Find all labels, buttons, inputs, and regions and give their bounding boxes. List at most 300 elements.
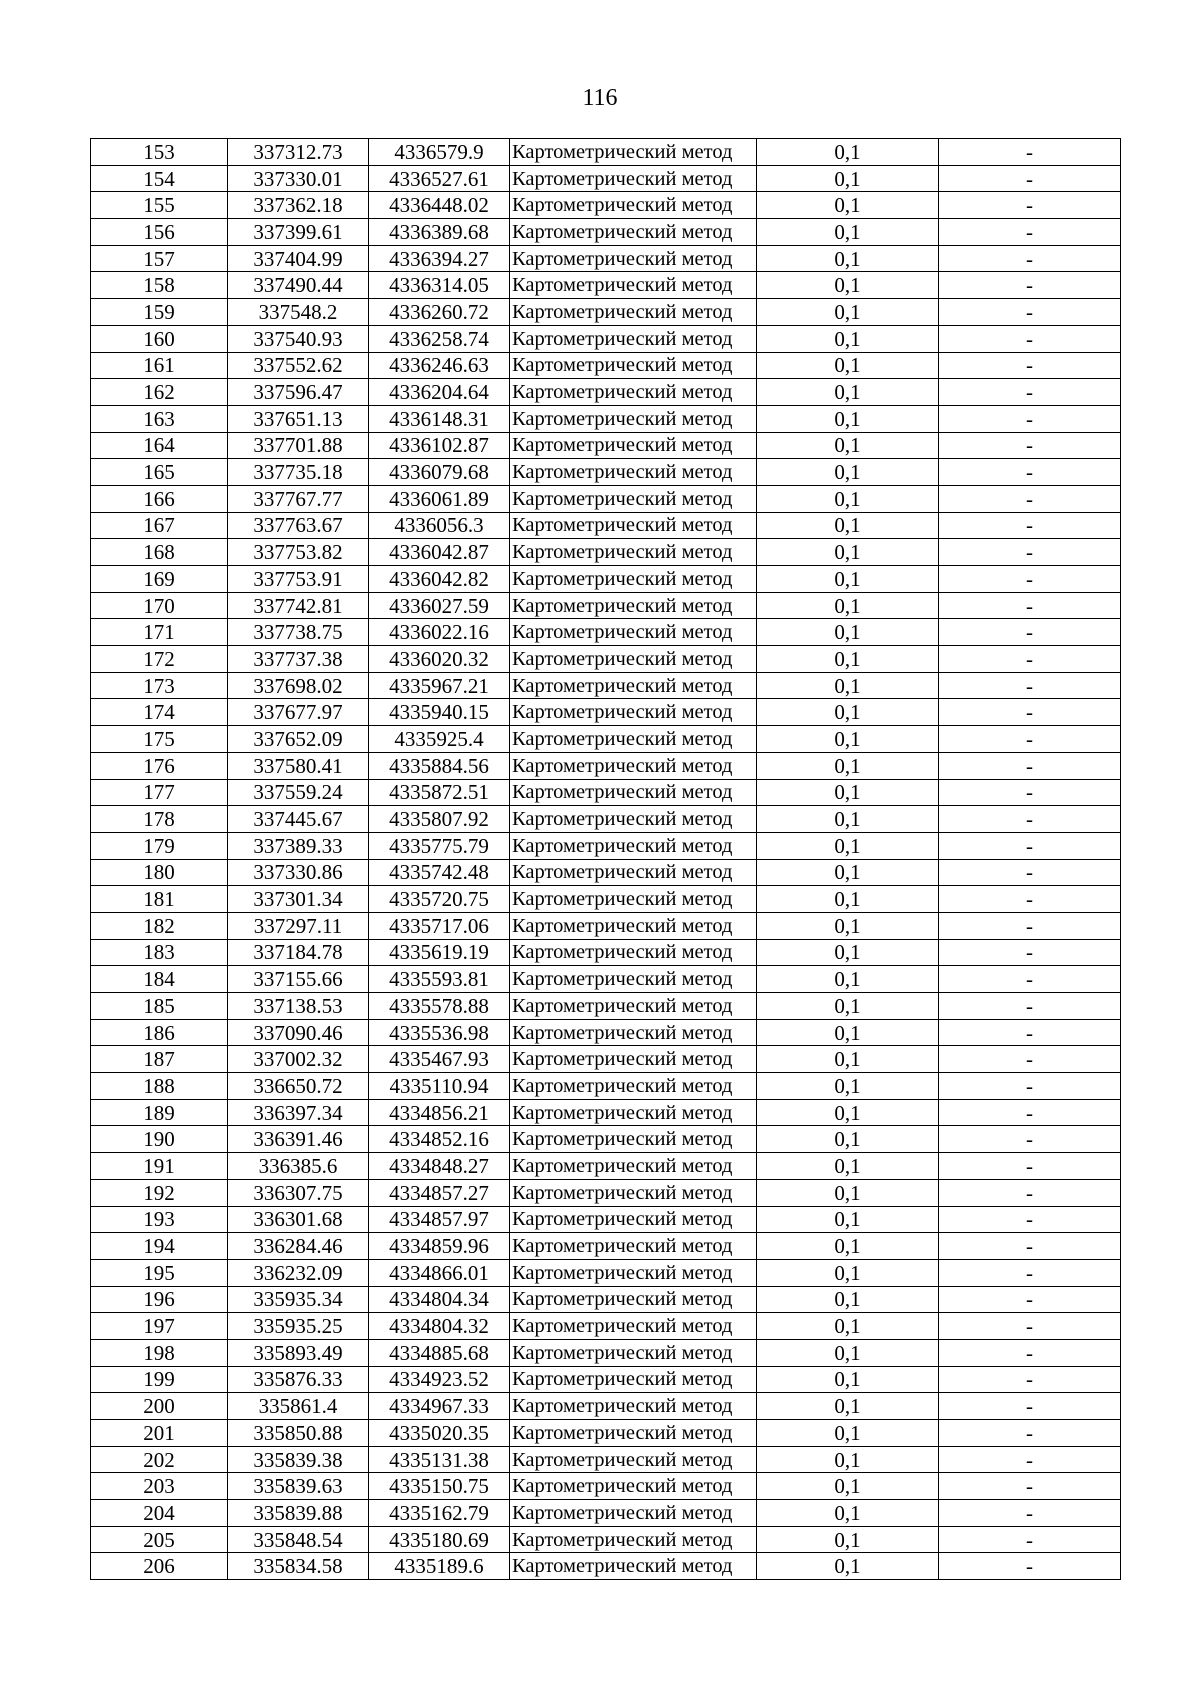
point-number-cell: 187 — [91, 1046, 228, 1073]
y-coordinate-cell: 4336394.27 — [369, 245, 510, 272]
point-number-cell: 196 — [91, 1286, 228, 1313]
accuracy-cell: 0,1 — [757, 192, 939, 219]
y-coordinate-cell: 4336027.59 — [369, 592, 510, 619]
method-cell: Картометрический метод — [510, 379, 757, 406]
method-cell: Картометрический метод — [510, 1500, 757, 1527]
table-row — [91, 379, 1121, 406]
point-number-cell: 195 — [91, 1259, 228, 1286]
x-coordinate-cell: 337301.34 — [228, 886, 369, 913]
method-cell: Картометрический метод — [510, 726, 757, 753]
accuracy-cell: 0,1 — [757, 1553, 939, 1580]
x-coordinate-cell: 337596.47 — [228, 379, 369, 406]
accuracy-cell: 0,1 — [757, 619, 939, 646]
method-cell: Картометрический метод — [510, 192, 757, 219]
accuracy-cell: 0,1 — [757, 539, 939, 566]
method-cell: Картометрический метод — [510, 806, 757, 833]
y-coordinate-cell: 4336079.68 — [369, 459, 510, 486]
method-cell: Картометрический метод — [510, 566, 757, 593]
method-cell: Картометрический метод — [510, 939, 757, 966]
x-coordinate-cell: 337540.93 — [228, 325, 369, 352]
y-coordinate-cell: 4335717.06 — [369, 912, 510, 939]
accuracy-cell: 0,1 — [757, 1313, 939, 1340]
note-cell: - — [939, 379, 1121, 406]
x-coordinate-cell: 336397.34 — [228, 1099, 369, 1126]
accuracy-cell: 0,1 — [757, 1286, 939, 1313]
note-cell: - — [939, 512, 1121, 539]
point-number-cell: 194 — [91, 1233, 228, 1260]
table-row — [91, 1046, 1121, 1073]
x-coordinate-cell: 337735.18 — [228, 459, 369, 486]
method-cell: Картометрический метод — [510, 1339, 757, 1366]
note-cell: - — [939, 405, 1121, 432]
point-number-cell: 190 — [91, 1126, 228, 1153]
y-coordinate-cell: 4335925.4 — [369, 726, 510, 753]
method-cell: Картометрический метод — [510, 779, 757, 806]
x-coordinate-cell: 337753.91 — [228, 566, 369, 593]
note-cell: - — [939, 352, 1121, 379]
accuracy-cell: 0,1 — [757, 1206, 939, 1233]
method-cell: Картометрический метод — [510, 325, 757, 352]
table-row — [91, 539, 1121, 566]
method-cell: Картометрический метод — [510, 832, 757, 859]
point-number-cell: 156 — [91, 219, 228, 246]
note-cell: - — [939, 325, 1121, 352]
point-number-cell: 204 — [91, 1500, 228, 1527]
point-number-cell: 193 — [91, 1206, 228, 1233]
accuracy-cell: 0,1 — [757, 752, 939, 779]
x-coordinate-cell: 337445.67 — [228, 806, 369, 833]
point-number-cell: 180 — [91, 859, 228, 886]
table-row — [91, 1526, 1121, 1553]
table-row — [91, 1339, 1121, 1366]
table-row — [91, 806, 1121, 833]
accuracy-cell: 0,1 — [757, 646, 939, 673]
point-number-cell: 154 — [91, 165, 228, 192]
method-cell: Картометрический метод — [510, 1526, 757, 1553]
note-cell: - — [939, 1126, 1121, 1153]
y-coordinate-cell: 4334859.96 — [369, 1233, 510, 1260]
x-coordinate-cell: 335848.54 — [228, 1526, 369, 1553]
method-cell: Картометрический метод — [510, 539, 757, 566]
point-number-cell: 164 — [91, 432, 228, 459]
point-number-cell: 160 — [91, 325, 228, 352]
table-row — [91, 966, 1121, 993]
y-coordinate-cell: 4336042.82 — [369, 566, 510, 593]
y-coordinate-cell: 4334885.68 — [369, 1339, 510, 1366]
accuracy-cell: 0,1 — [757, 779, 939, 806]
point-number-cell: 162 — [91, 379, 228, 406]
coordinates-table — [90, 138, 1121, 1580]
note-cell: - — [939, 459, 1121, 486]
x-coordinate-cell: 337399.61 — [228, 219, 369, 246]
accuracy-cell: 0,1 — [757, 299, 939, 326]
note-cell: - — [939, 1420, 1121, 1447]
table-row — [91, 165, 1121, 192]
note-cell: - — [939, 912, 1121, 939]
point-number-cell: 174 — [91, 699, 228, 726]
table-row — [91, 299, 1121, 326]
table-row — [91, 1473, 1121, 1500]
y-coordinate-cell: 4335807.92 — [369, 806, 510, 833]
point-number-cell: 184 — [91, 966, 228, 993]
y-coordinate-cell: 4335775.79 — [369, 832, 510, 859]
method-cell: Картометрический метод — [510, 1153, 757, 1180]
point-number-cell: 203 — [91, 1473, 228, 1500]
x-coordinate-cell: 337701.88 — [228, 432, 369, 459]
y-coordinate-cell: 4336389.68 — [369, 219, 510, 246]
accuracy-cell: 0,1 — [757, 352, 939, 379]
y-coordinate-cell: 4335872.51 — [369, 779, 510, 806]
table-row — [91, 672, 1121, 699]
x-coordinate-cell: 337330.86 — [228, 859, 369, 886]
accuracy-cell: 0,1 — [757, 1339, 939, 1366]
table-row — [91, 832, 1121, 859]
method-cell: Картометрический метод — [510, 1553, 757, 1580]
y-coordinate-cell: 4336056.3 — [369, 512, 510, 539]
point-number-cell: 165 — [91, 459, 228, 486]
table-row — [91, 1393, 1121, 1420]
method-cell: Картометрический метод — [510, 1126, 757, 1153]
point-number-cell: 153 — [91, 139, 228, 166]
accuracy-cell: 0,1 — [757, 1420, 939, 1447]
x-coordinate-cell: 337404.99 — [228, 245, 369, 272]
x-coordinate-cell: 337362.18 — [228, 192, 369, 219]
accuracy-cell: 0,1 — [757, 966, 939, 993]
method-cell: Картометрический метод — [510, 1420, 757, 1447]
table-row — [91, 325, 1121, 352]
table-row — [91, 859, 1121, 886]
x-coordinate-cell: 337155.66 — [228, 966, 369, 993]
table-row — [91, 886, 1121, 913]
accuracy-cell: 0,1 — [757, 1153, 939, 1180]
note-cell: - — [939, 592, 1121, 619]
table-row — [91, 219, 1121, 246]
note-cell: - — [939, 672, 1121, 699]
x-coordinate-cell: 337559.24 — [228, 779, 369, 806]
x-coordinate-cell: 336385.6 — [228, 1153, 369, 1180]
y-coordinate-cell: 4336148.31 — [369, 405, 510, 432]
table-row — [91, 1420, 1121, 1447]
method-cell: Картометрический метод — [510, 619, 757, 646]
x-coordinate-cell: 335834.58 — [228, 1553, 369, 1580]
accuracy-cell: 0,1 — [757, 1500, 939, 1527]
point-number-cell: 178 — [91, 806, 228, 833]
table-row — [91, 1019, 1121, 1046]
note-cell: - — [939, 859, 1121, 886]
method-cell: Картометрический метод — [510, 1366, 757, 1393]
point-number-cell: 202 — [91, 1446, 228, 1473]
table-row — [91, 699, 1121, 726]
table-row — [91, 1313, 1121, 1340]
point-number-cell: 181 — [91, 886, 228, 913]
point-number-cell: 166 — [91, 485, 228, 512]
note-cell: - — [939, 966, 1121, 993]
point-number-cell: 200 — [91, 1393, 228, 1420]
table-row — [91, 779, 1121, 806]
table-row — [91, 432, 1121, 459]
table-row — [91, 1500, 1121, 1527]
note-cell: - — [939, 1473, 1121, 1500]
point-number-cell: 170 — [91, 592, 228, 619]
note-cell: - — [939, 1153, 1121, 1180]
table-row — [91, 139, 1121, 166]
y-coordinate-cell: 4336579.9 — [369, 139, 510, 166]
note-cell: - — [939, 752, 1121, 779]
accuracy-cell: 0,1 — [757, 1366, 939, 1393]
point-number-cell: 197 — [91, 1313, 228, 1340]
x-coordinate-cell: 337651.13 — [228, 405, 369, 432]
y-coordinate-cell: 4334866.01 — [369, 1259, 510, 1286]
note-cell: - — [939, 1259, 1121, 1286]
x-coordinate-cell: 336391.46 — [228, 1126, 369, 1153]
point-number-cell: 183 — [91, 939, 228, 966]
note-cell: - — [939, 1206, 1121, 1233]
accuracy-cell: 0,1 — [757, 993, 939, 1020]
point-number-cell: 177 — [91, 779, 228, 806]
note-cell: - — [939, 1313, 1121, 1340]
table-row — [91, 752, 1121, 779]
accuracy-cell: 0,1 — [757, 806, 939, 833]
point-number-cell: 161 — [91, 352, 228, 379]
method-cell: Картометрический метод — [510, 512, 757, 539]
note-cell: - — [939, 806, 1121, 833]
table-row — [91, 512, 1121, 539]
y-coordinate-cell: 4336260.72 — [369, 299, 510, 326]
table-row — [91, 726, 1121, 753]
point-number-cell: 158 — [91, 272, 228, 299]
y-coordinate-cell: 4335619.19 — [369, 939, 510, 966]
point-number-cell: 186 — [91, 1019, 228, 1046]
method-cell: Картометрический метод — [510, 219, 757, 246]
table-row — [91, 1553, 1121, 1580]
x-coordinate-cell: 337330.01 — [228, 165, 369, 192]
point-number-cell: 192 — [91, 1179, 228, 1206]
x-coordinate-cell: 337580.41 — [228, 752, 369, 779]
y-coordinate-cell: 4335150.75 — [369, 1473, 510, 1500]
note-cell: - — [939, 726, 1121, 753]
y-coordinate-cell: 4336020.32 — [369, 646, 510, 673]
accuracy-cell: 0,1 — [757, 1259, 939, 1286]
x-coordinate-cell: 337753.82 — [228, 539, 369, 566]
note-cell: - — [939, 832, 1121, 859]
method-cell: Картометрический метод — [510, 752, 757, 779]
accuracy-cell: 0,1 — [757, 1446, 939, 1473]
method-cell: Картометрический метод — [510, 1019, 757, 1046]
accuracy-cell: 0,1 — [757, 1126, 939, 1153]
note-cell: - — [939, 1233, 1121, 1260]
x-coordinate-cell: 337677.97 — [228, 699, 369, 726]
y-coordinate-cell: 4336314.05 — [369, 272, 510, 299]
accuracy-cell: 0,1 — [757, 139, 939, 166]
x-coordinate-cell: 337698.02 — [228, 672, 369, 699]
y-coordinate-cell: 4335467.93 — [369, 1046, 510, 1073]
note-cell: - — [939, 192, 1121, 219]
accuracy-cell: 0,1 — [757, 592, 939, 619]
table-row — [91, 352, 1121, 379]
point-number-cell: 189 — [91, 1099, 228, 1126]
accuracy-cell: 0,1 — [757, 245, 939, 272]
table-row — [91, 1366, 1121, 1393]
y-coordinate-cell: 4334804.32 — [369, 1313, 510, 1340]
x-coordinate-cell: 335839.38 — [228, 1446, 369, 1473]
note-cell: - — [939, 886, 1121, 913]
note-cell: - — [939, 1099, 1121, 1126]
note-cell: - — [939, 993, 1121, 1020]
accuracy-cell: 0,1 — [757, 405, 939, 432]
accuracy-cell: 0,1 — [757, 432, 939, 459]
accuracy-cell: 0,1 — [757, 379, 939, 406]
note-cell: - — [939, 1286, 1121, 1313]
y-coordinate-cell: 4335720.75 — [369, 886, 510, 913]
point-number-cell: 173 — [91, 672, 228, 699]
method-cell: Картометрический метод — [510, 966, 757, 993]
accuracy-cell: 0,1 — [757, 566, 939, 593]
note-cell: - — [939, 939, 1121, 966]
note-cell: - — [939, 1366, 1121, 1393]
point-number-cell: 175 — [91, 726, 228, 753]
accuracy-cell: 0,1 — [757, 859, 939, 886]
method-cell: Картометрический метод — [510, 646, 757, 673]
method-cell: Картометрический метод — [510, 1313, 757, 1340]
y-coordinate-cell: 4334804.34 — [369, 1286, 510, 1313]
note-cell: - — [939, 779, 1121, 806]
table-row — [91, 592, 1121, 619]
accuracy-cell: 0,1 — [757, 459, 939, 486]
point-number-cell: 198 — [91, 1339, 228, 1366]
method-cell: Картометрический метод — [510, 699, 757, 726]
x-coordinate-cell: 337548.2 — [228, 299, 369, 326]
point-number-cell: 171 — [91, 619, 228, 646]
y-coordinate-cell: 4335884.56 — [369, 752, 510, 779]
method-cell: Картометрический метод — [510, 165, 757, 192]
accuracy-cell: 0,1 — [757, 886, 939, 913]
x-coordinate-cell: 335850.88 — [228, 1420, 369, 1447]
accuracy-cell: 0,1 — [757, 672, 939, 699]
accuracy-cell: 0,1 — [757, 1233, 939, 1260]
table-row — [91, 939, 1121, 966]
table-row — [91, 405, 1121, 432]
y-coordinate-cell: 4335162.79 — [369, 1500, 510, 1527]
method-cell: Картометрический метод — [510, 1393, 757, 1420]
x-coordinate-cell: 337738.75 — [228, 619, 369, 646]
table-row — [91, 459, 1121, 486]
note-cell: - — [939, 485, 1121, 512]
y-coordinate-cell: 4335131.38 — [369, 1446, 510, 1473]
note-cell: - — [939, 566, 1121, 593]
table-row — [91, 1206, 1121, 1233]
note-cell: - — [939, 165, 1121, 192]
note-cell: - — [939, 699, 1121, 726]
point-number-cell: 159 — [91, 299, 228, 326]
method-cell: Картометрический метод — [510, 886, 757, 913]
x-coordinate-cell: 336284.46 — [228, 1233, 369, 1260]
y-coordinate-cell: 4335110.94 — [369, 1073, 510, 1100]
method-cell: Картометрический метод — [510, 352, 757, 379]
point-number-cell: 188 — [91, 1073, 228, 1100]
y-coordinate-cell: 4334923.52 — [369, 1366, 510, 1393]
y-coordinate-cell: 4335967.21 — [369, 672, 510, 699]
coordinates-table-body — [91, 139, 1121, 1580]
x-coordinate-cell: 335839.88 — [228, 1500, 369, 1527]
note-cell: - — [939, 1393, 1121, 1420]
note-cell: - — [939, 139, 1121, 166]
y-coordinate-cell: 4336527.61 — [369, 165, 510, 192]
y-coordinate-cell: 4334856.21 — [369, 1099, 510, 1126]
table-row — [91, 192, 1121, 219]
table-row — [91, 1286, 1121, 1313]
x-coordinate-cell: 335839.63 — [228, 1473, 369, 1500]
accuracy-cell: 0,1 — [757, 1019, 939, 1046]
x-coordinate-cell: 335935.25 — [228, 1313, 369, 1340]
accuracy-cell: 0,1 — [757, 325, 939, 352]
method-cell: Картометрический метод — [510, 1446, 757, 1473]
y-coordinate-cell: 4335940.15 — [369, 699, 510, 726]
x-coordinate-cell: 337002.32 — [228, 1046, 369, 1073]
table-row — [91, 646, 1121, 673]
note-cell: - — [939, 1046, 1121, 1073]
note-cell: - — [939, 1073, 1121, 1100]
point-number-cell: 155 — [91, 192, 228, 219]
accuracy-cell: 0,1 — [757, 272, 939, 299]
y-coordinate-cell: 4336246.63 — [369, 352, 510, 379]
table-row — [91, 1233, 1121, 1260]
accuracy-cell: 0,1 — [757, 726, 939, 753]
y-coordinate-cell: 4334857.97 — [369, 1206, 510, 1233]
y-coordinate-cell: 4334848.27 — [369, 1153, 510, 1180]
x-coordinate-cell: 337184.78 — [228, 939, 369, 966]
y-coordinate-cell: 4335742.48 — [369, 859, 510, 886]
x-coordinate-cell: 336650.72 — [228, 1073, 369, 1100]
point-number-cell: 179 — [91, 832, 228, 859]
note-cell: - — [939, 432, 1121, 459]
x-coordinate-cell: 335876.33 — [228, 1366, 369, 1393]
x-coordinate-cell: 337767.77 — [228, 485, 369, 512]
method-cell: Картометрический метод — [510, 1179, 757, 1206]
method-cell: Картометрический метод — [510, 1286, 757, 1313]
point-number-cell: 205 — [91, 1526, 228, 1553]
y-coordinate-cell: 4336022.16 — [369, 619, 510, 646]
note-cell: - — [939, 1526, 1121, 1553]
x-coordinate-cell: 335935.34 — [228, 1286, 369, 1313]
x-coordinate-cell: 336232.09 — [228, 1259, 369, 1286]
point-number-cell: 167 — [91, 512, 228, 539]
x-coordinate-cell: 337312.73 — [228, 139, 369, 166]
point-number-cell: 206 — [91, 1553, 228, 1580]
accuracy-cell: 0,1 — [757, 1046, 939, 1073]
y-coordinate-cell: 4335020.35 — [369, 1420, 510, 1447]
note-cell: - — [939, 299, 1121, 326]
method-cell: Картометрический метод — [510, 1259, 757, 1286]
y-coordinate-cell: 4335578.88 — [369, 993, 510, 1020]
x-coordinate-cell: 336301.68 — [228, 1206, 369, 1233]
table-row — [91, 912, 1121, 939]
point-number-cell: 163 — [91, 405, 228, 432]
accuracy-cell: 0,1 — [757, 939, 939, 966]
note-cell: - — [939, 272, 1121, 299]
method-cell: Картометрический метод — [510, 139, 757, 166]
table-row — [91, 619, 1121, 646]
method-cell: Картометрический метод — [510, 485, 757, 512]
method-cell: Картометрический метод — [510, 272, 757, 299]
x-coordinate-cell: 337090.46 — [228, 1019, 369, 1046]
table-row — [91, 993, 1121, 1020]
note-cell: - — [939, 539, 1121, 566]
y-coordinate-cell: 4335536.98 — [369, 1019, 510, 1046]
accuracy-cell: 0,1 — [757, 1526, 939, 1553]
method-cell: Картометрический метод — [510, 1073, 757, 1100]
accuracy-cell: 0,1 — [757, 699, 939, 726]
x-coordinate-cell: 337297.11 — [228, 912, 369, 939]
